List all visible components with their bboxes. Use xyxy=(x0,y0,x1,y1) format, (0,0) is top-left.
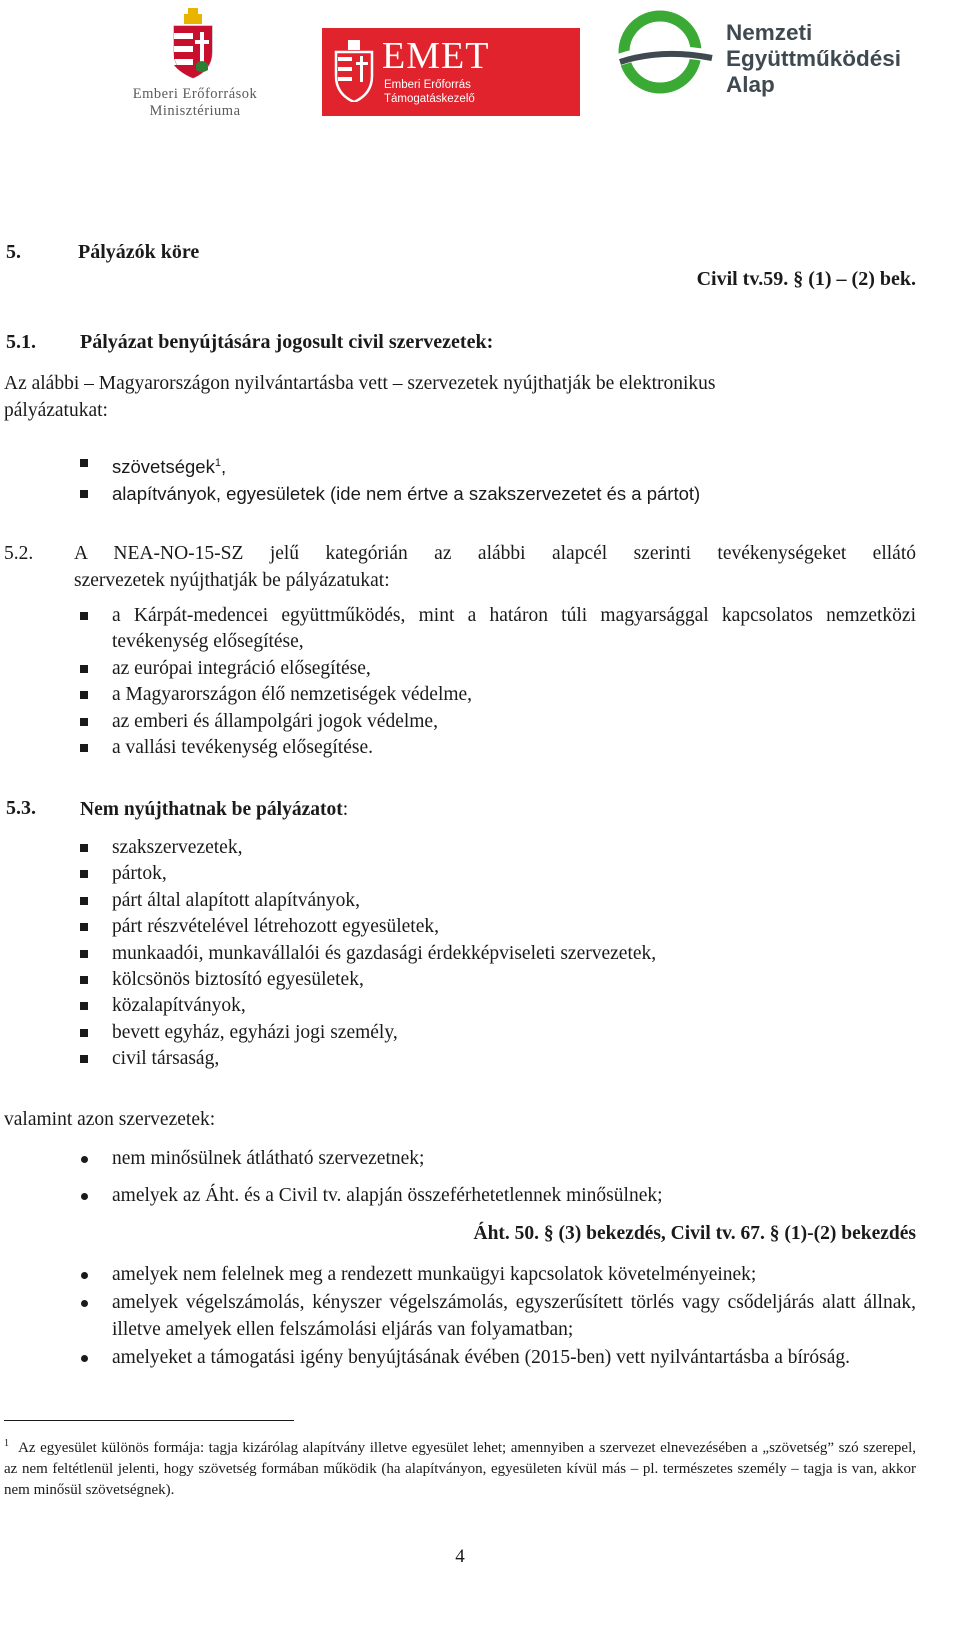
list-item: a Kárpát-medencei együttműködés, mint a határon túli magyarsággal kapcsolatos nemzetközi tevékenység elősegítése, xyxy=(112,603,916,656)
round-bullet-icon xyxy=(81,1272,88,1279)
nea-logo-line1: Nemzeti xyxy=(726,20,813,45)
subsection-5-2-number: 5.2. xyxy=(4,543,34,564)
square-bullet-icon xyxy=(80,665,88,673)
square-bullet-icon xyxy=(80,744,88,752)
activity-list xyxy=(112,603,916,761)
square-bullet-icon xyxy=(80,1055,88,1063)
list-item: az európai integráció elősegítése, xyxy=(112,656,916,682)
subsection-5-1-intro xyxy=(4,370,916,424)
also-list-a xyxy=(112,1146,916,1210)
list-item: a vallási tevékenység elősegítése. xyxy=(112,735,916,761)
list-item: bevett egyház, egyházi jogi személy, xyxy=(112,1020,916,1046)
excluded-list xyxy=(112,835,916,1073)
emmi-logo-line2: Minisztériuma xyxy=(149,103,241,119)
list-item: nem minősülnek átlátható szervezetnek; xyxy=(112,1146,916,1172)
footnote-marker: 1 xyxy=(4,1438,9,1449)
also-intro: valamint azon szervezetek: xyxy=(4,1109,216,1130)
list-item: a Magyarországon élő nemzetiségek védelme, xyxy=(112,682,916,708)
emmi-logo-line1: Emberi Erőforrások xyxy=(132,86,258,102)
subsection-5-3-title: Nem nyújthatnak be pályázatot: xyxy=(80,799,349,820)
list-item: alapítványok, egyesületek (ide nem értve a szakszervezetet és a pártot) xyxy=(112,481,912,507)
page-number: 4 xyxy=(455,1546,465,1567)
also-reference: Áht. 50. § (3) bekezdés, Civil tv. 67. § (1)-(2) bekezdés xyxy=(473,1223,916,1244)
list-item: szakszervezetek, xyxy=(112,835,916,861)
section-reference: Civil tv.59. § (1) – (2) bek. xyxy=(696,268,916,290)
nea-logo xyxy=(618,6,958,106)
round-bullet-icon xyxy=(81,1193,88,1200)
emet-crest-icon xyxy=(334,40,374,102)
square-bullet-icon xyxy=(80,490,88,498)
section-title: Pályázók köre xyxy=(78,241,200,263)
footnote-text: Az egyesület különös formája: tagja kizárólag alapítvány illetve egyesület lehet; amennyiben a szervezet elnevezésében a „szövetség” szó szerepel, az nem feltétlenül jelenti, hogy szövetség formában működik (ha alapítványon, egyesületen kívül más – pl. természetes személy – tagja is van, akkor nem minősül szövetségnek). xyxy=(4,1440,917,1498)
footnote-ref[interactable]: 1 xyxy=(214,457,221,469)
square-bullet-icon xyxy=(80,718,88,726)
nea-logo-line2: Együttműködési xyxy=(726,46,902,71)
intro-line: pályázatukat: xyxy=(4,400,108,421)
square-bullet-icon xyxy=(80,897,88,905)
round-bullet-icon xyxy=(81,1300,88,1307)
list-item: párt által alapított alapítványok, xyxy=(112,888,916,914)
footnote-divider xyxy=(4,1420,294,1421)
square-bullet-icon xyxy=(80,923,88,931)
list-item: közalapítványok, xyxy=(112,993,916,1019)
eligible-list xyxy=(112,450,912,507)
list-item: amelyek nem felelnek meg a rendezett munkaügyi kapcsolatok követelményeinek; xyxy=(112,1262,916,1288)
subsection-5-1-title: Pályázat benyújtására jogosult civil szervezetek: xyxy=(80,331,494,353)
round-bullet-icon xyxy=(81,1156,88,1163)
square-bullet-icon xyxy=(80,612,88,620)
emet-logo-line2: Támogatáskezelő xyxy=(384,93,475,105)
list-item: amelyeket a támogatási igény benyújtásának évében (2015-ben) vett nyilvántartásba a bíróság. xyxy=(112,1345,916,1371)
also-list-b xyxy=(112,1262,916,1372)
list-item: párt részvételével létrehozott egyesületek, xyxy=(112,914,916,940)
subsection-5-1-number: 5.1. xyxy=(6,331,36,353)
square-bullet-icon xyxy=(80,1002,88,1010)
square-bullet-icon xyxy=(80,950,88,958)
intro-line: Az alábbi – Magyarországon nyilvántartásba vett – szervezetek nyújthatják be elektronikus xyxy=(4,373,716,394)
list-item: kölcsönös biztosító egyesületek, xyxy=(112,967,916,993)
nea-logo-line3: Alap xyxy=(726,72,775,97)
square-bullet-icon xyxy=(80,459,88,467)
emet-logo-line1: Emberi Erőforrás xyxy=(384,79,471,91)
square-bullet-icon xyxy=(80,870,88,878)
text-line: szervezetek nyújthatják be pályázatukat: xyxy=(74,570,390,591)
nea-ring-icon xyxy=(618,6,718,106)
emet-logo-title: EMET xyxy=(382,35,490,77)
footnote xyxy=(4,1433,916,1501)
square-bullet-icon xyxy=(80,691,88,699)
list-item: munkaadói, munkavállalói és gazdasági érdekképviseleti szervezetek, xyxy=(112,941,916,967)
section-number: 5. xyxy=(6,241,21,263)
subsection-5-3-number: 5.3. xyxy=(6,797,36,819)
list-item: az emberi és állampolgári jogok védelme, xyxy=(112,709,916,735)
list-item: szövetségek$^1$, xyxy=(112,450,912,481)
round-bullet-icon xyxy=(81,1355,88,1362)
subsection-5-2-text xyxy=(74,540,916,594)
square-bullet-icon xyxy=(80,844,88,852)
hungarian-crest-icon xyxy=(170,8,216,80)
square-bullet-icon xyxy=(80,976,88,984)
list-item: amelyek végelszámolás, kényszer végelszámolás, egyszerűsített törlés vagy csődeljárás alatt állnak, illetve amelyek ellen felszámolási eljárás van folyamatban; xyxy=(112,1290,916,1343)
square-bullet-icon xyxy=(80,1029,88,1037)
header-logos xyxy=(0,0,960,130)
text-line: A NEA-NO-15-SZ jelű kategórián az alábbi alapcél szerinti tevékenységeket ellátó xyxy=(74,543,916,564)
list-item: amelyek az Áht. és a Civil tv. alapján összeférhetetlennek minősülnek; xyxy=(112,1183,916,1209)
list-item: pártok, xyxy=(112,861,916,887)
emmi-logo xyxy=(110,4,280,122)
emet-logo xyxy=(322,28,580,116)
list-item: civil társaság, xyxy=(112,1046,916,1072)
